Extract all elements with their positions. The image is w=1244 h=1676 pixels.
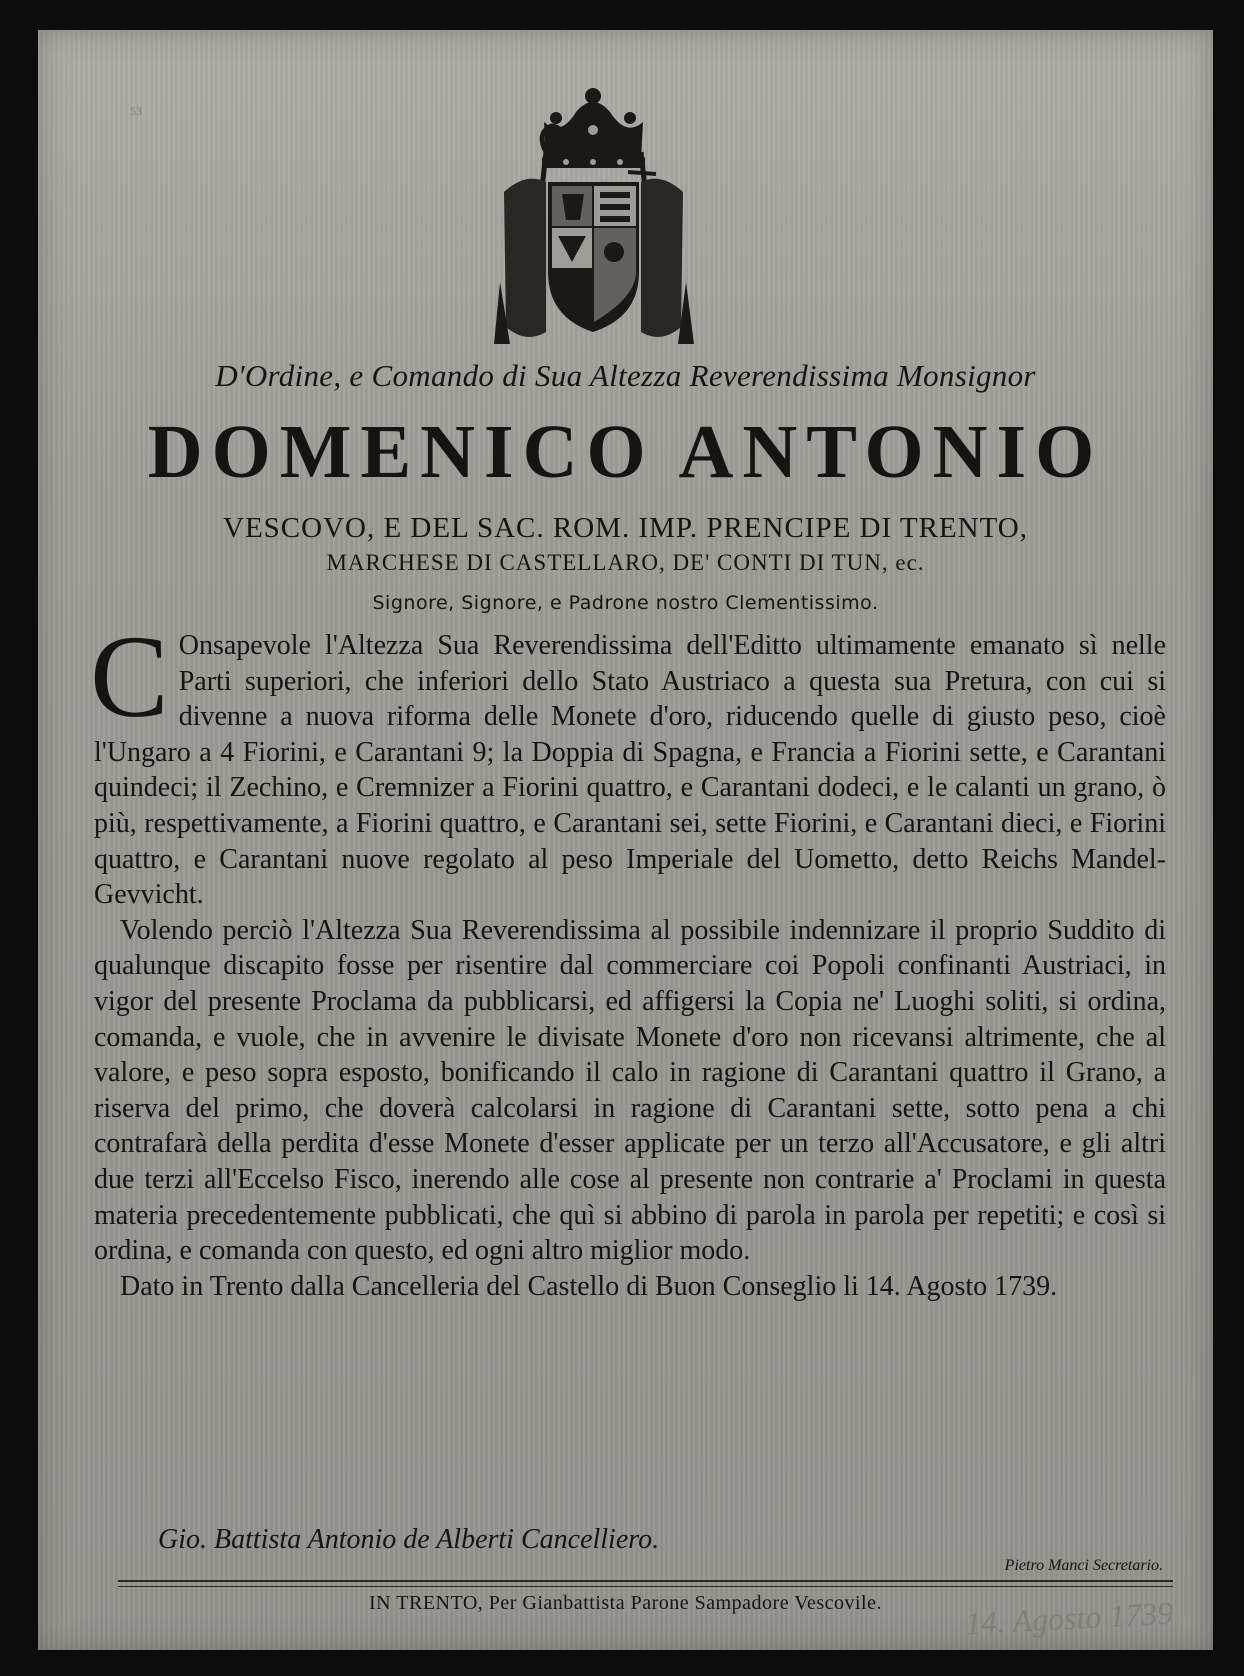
drop-cap: C xyxy=(90,611,169,742)
coat-of-arms-emblem xyxy=(486,82,701,352)
title-line-2: MARCHESE DI CASTELLARO, DE' CONTI DI TUN, ec. xyxy=(326,550,925,575)
paragraph-1-text: Onsapevole l'Altezza Sua Reverendissima dell'Editto ultimamente emanato sì nelle Parti superiori, che inferiori dello Stato Austriaco a questa sua Pretura, con cui si divenne a nuova riforma delle Monete d'oro, riducendo quelle di giusto peso, cioè l'Ungaro a 4 Fiorini, e Carantani 9; la Doppia di Spagna, e Francia a Fiorini sette, e Carantani quindeci; il Zechino, e Cremnizer a Fiorini quattro, e Carantani dodeci, e le calanti un grano, ò più, respettivamente, a Fiorini quattro, e Carantani sei, sette Fiorini, e Carantani dieci, e Fiorini quattro, e Carantani nuove regolato al peso Imperiale del Uometto, detto Reichs Mandel-Gevvicht. xyxy=(94,630,1166,911)
chancellor-signature: Gio. Battista Antonio de Alberti Cancelliero. xyxy=(158,1524,660,1555)
paragraph-1 xyxy=(90,611,1166,913)
title-line-1: VESCOVO, E DEL SAC. ROM. IMP. PRENCIPE DI TRENTO, xyxy=(223,512,1028,544)
secretary-signature: Pietro Manci Secretario. xyxy=(1004,1557,1163,1574)
paragraph-2: Volendo perciò l'Altezza Sua Reverendissima al possibile indennizare il proprio Suddito di qualunque discapito fosse per risentire dal commerciare coi Popoli confinanti Austriaci, in vigor del presente Proclama da pubblicarsi, ed affigersi la Copia ne' Luoghi soliti, si ordina, comanda, e vuole, che in avvenire le divisate Monete d'oro non ricevansi altrimente, che al valore, e peso sopra esposto, bonificando il calo in ragione di Carantani quattro il Grano, a riserva del primo, che doverà calcolarsi in ragione di Carantani sette, sotto pena a chi contrafarà della perdita d'esse Monete d'esser applicate per un terzo all'Accusatore, e gli altri due terzi all'Eccelso Fisco, inerendo alle cose al presente non contrarie a' Proclami in questa materia precedentemente pubblicati, che quì si abbino di parola in parola per repetiti; e così si ordina, e comanda con questo, ed ogni altro miglior modo. xyxy=(94,914,1166,1267)
decree-body xyxy=(90,611,1166,1304)
divider-rule xyxy=(118,1580,1173,1582)
paragraph-3-date: Dato in Trento dalla Cancelleria del Castello di Buon Conseglio li 14. Agosto 1739. xyxy=(120,1270,1058,1302)
printer-imprint: IN TRENTO, Per Gianbattista Parone Sampadore Vescovile. xyxy=(369,1592,882,1614)
divider-rule-thin xyxy=(118,1586,1173,1587)
archive-number: 53 xyxy=(130,104,142,118)
pencil-date-annotation: 14. Agosto 1739 xyxy=(963,1594,1174,1642)
bishop-name-heading: DOMENICO ANTONIO xyxy=(147,410,1104,494)
salutation-line: Signore, Signore, e Padrone nostro Clementissimo. xyxy=(372,592,879,614)
invocation-line: D'Ordine, e Comando di Sua Altezza Reverendissima Monsignor xyxy=(215,358,1036,393)
proclamation-sheet xyxy=(38,30,1213,1650)
